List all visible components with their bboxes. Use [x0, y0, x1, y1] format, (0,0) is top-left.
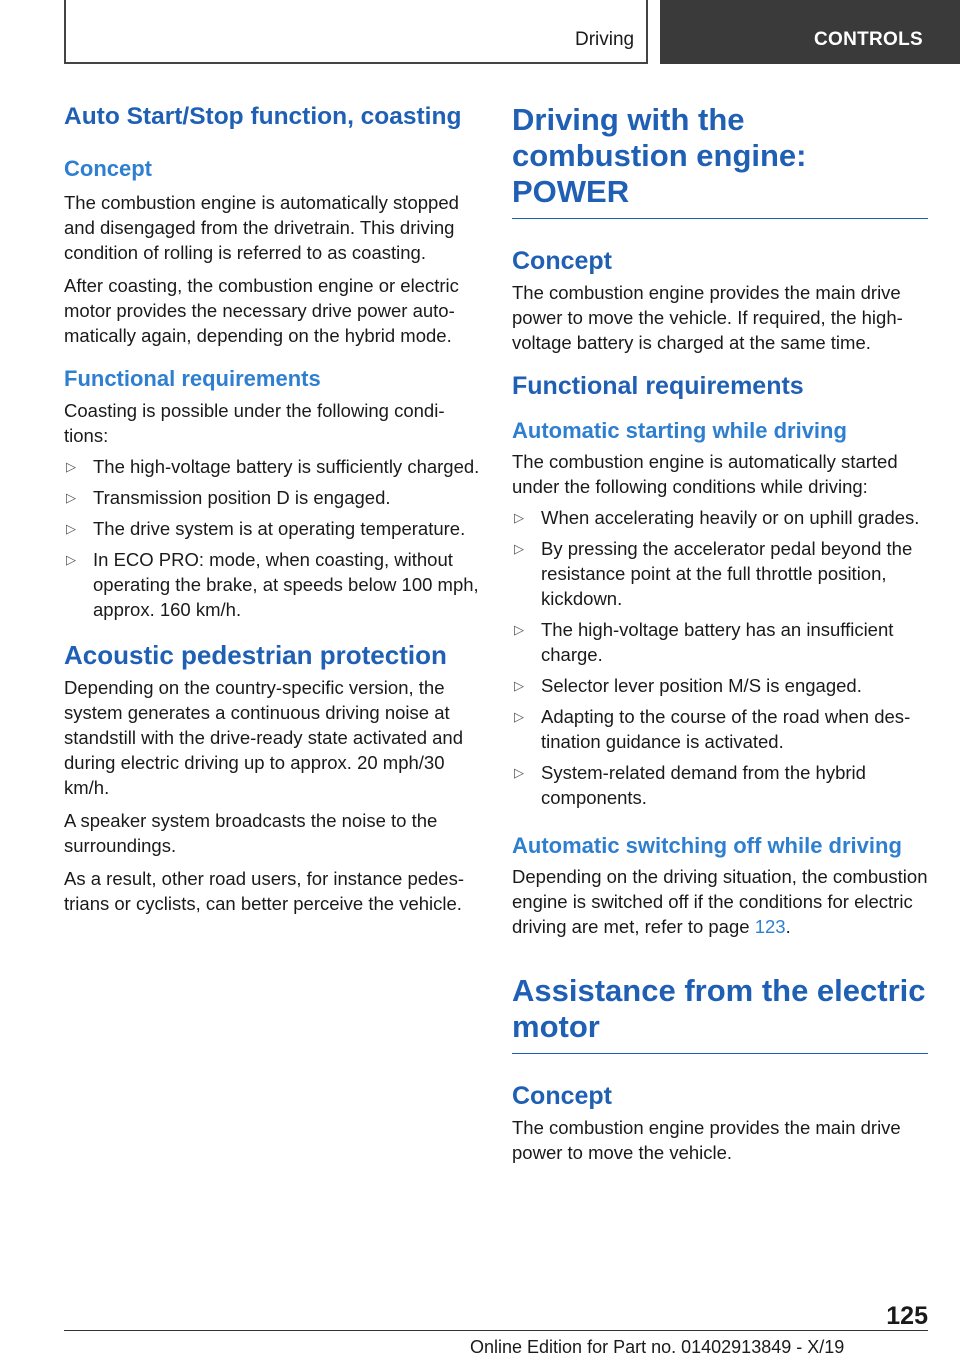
- header-frame: [64, 0, 648, 64]
- paragraph: A speaker system broadcasts the noise to the surroundings.: [64, 810, 438, 856]
- list-item: [64, 547, 480, 622]
- footer-divider: [64, 1330, 928, 1331]
- list-item-text: In ECO PRO: mode, when coasting, without operating the brake, at speeds below 100 mph, approx. 160 km/h.: [93, 549, 479, 620]
- left-column: [64, 102, 480, 916]
- list-item: [512, 760, 928, 810]
- bullet-list: [512, 505, 928, 810]
- triangle-bullet-icon: ▷: [514, 765, 524, 780]
- list-item: [64, 485, 480, 510]
- heading-functional-requirements: Functional requirements: [512, 372, 804, 400]
- list-item: [512, 536, 928, 611]
- header-section-title: Driving: [575, 29, 635, 50]
- page-reference-link[interactable]: 123: [754, 916, 786, 937]
- section-title-power: Driving with the combustion engine: POWER: [512, 102, 807, 209]
- page-number: 125: [886, 1302, 928, 1330]
- list-item: [512, 704, 928, 754]
- paragraph: The combustion engine is automatically stopped and disengaged from the drivetrain. This driving condition of rolling is referred to as coasting.: [64, 192, 459, 263]
- triangle-bullet-icon: ▷: [66, 459, 76, 474]
- list-item-text: Transmission position D is engaged.: [93, 487, 391, 508]
- triangle-bullet-icon: ▷: [514, 709, 524, 724]
- list-item-text: By pressing the accelerator pedal beyond the resistance point at the full throttle position, kickdown.: [541, 538, 913, 609]
- triangle-bullet-icon: ▷: [66, 490, 76, 505]
- right-column: [512, 102, 928, 1165]
- triangle-bullet-icon: ▷: [66, 552, 76, 567]
- paragraph: As a result, other road users, for instance pedestrians or cyclists, can better perceive the vehicle.: [64, 868, 465, 914]
- list-item: [64, 454, 480, 479]
- paragraph: [512, 864, 928, 939]
- section-title-acoustic-pedestrian-protection: Acoustic pedestrian protection: [64, 640, 447, 670]
- list-item-text: When accelerating heavily or on uphill grades.: [541, 507, 920, 528]
- list-item: [64, 516, 480, 541]
- paragraph: Coasting is possible under the following conditions:: [64, 400, 445, 446]
- paragraph-text: Depending on the driving situation, the combustion engine is switched off if the conditions for electric driving are met, refer to page: [512, 866, 928, 937]
- paragraph: The combustion engine provides the main drive power to move the vehicle. If required, the high-voltage battery is charged at the same time.: [512, 282, 903, 353]
- paragraph: The combustion engine is automatically started under the following conditions while driving:: [512, 451, 898, 497]
- heading-automatic-starting: Automatic starting while driving: [512, 418, 847, 443]
- list-item-text: System-related demand from the hybrid components.: [541, 762, 866, 808]
- section-title-electric-motor-assistance: Assistance from the electric motor: [512, 973, 926, 1044]
- triangle-bullet-icon: ▷: [514, 510, 524, 525]
- triangle-bullet-icon: ▷: [514, 541, 524, 556]
- section-divider: [512, 218, 928, 219]
- list-item: [512, 617, 928, 667]
- edition-note: Online Edition for Part no. 01402913849 - X/19: [470, 1337, 845, 1357]
- list-item-text: Selector lever position M/S is engaged.: [541, 675, 862, 696]
- section-divider: [512, 1053, 928, 1054]
- paragraph: After coasting, the combustion engine or electric motor provides the necessary drive power automatically again, depending on the hybrid mode.: [64, 275, 459, 346]
- paragraph: The combustion engine provides the main drive power to move the vehicle.: [512, 1117, 901, 1163]
- heading-concept: Concept: [512, 247, 612, 275]
- list-item: [512, 505, 928, 530]
- bullet-list: [64, 454, 480, 622]
- list-item-text: The high-voltage battery is sufficiently charged.: [93, 456, 480, 477]
- triangle-bullet-icon: ▷: [514, 622, 524, 637]
- list-item-text: Adapting to the course of the road when destination guidance is activated.: [541, 706, 911, 752]
- header-chapter-label: CONTROLS: [814, 29, 924, 50]
- heading-functional-requirements: Functional requirements: [64, 366, 321, 391]
- heading-concept: Concept: [64, 156, 152, 181]
- paragraph: Depending on the country-specific version, the system generates a continuous driving noise at standstill with the drive-ready state activated and during electric driving up to approx. 20 mph/30 km/h.: [64, 677, 463, 798]
- paragraph-end: .: [785, 916, 791, 937]
- list-item-text: The drive system is at operating temperature.: [93, 518, 466, 539]
- section-title-auto-start-stop: Auto Start/Stop function, coasting: [64, 103, 462, 130]
- list-item-text: The high-voltage battery has an insufficient charge.: [541, 619, 894, 665]
- header-chapter-tab[interactable]: [660, 0, 960, 64]
- heading-concept: Concept: [512, 1082, 612, 1110]
- triangle-bullet-icon: ▷: [514, 678, 524, 693]
- list-item: [512, 673, 928, 698]
- triangle-bullet-icon: ▷: [66, 521, 76, 536]
- heading-automatic-switching-off: Automatic switching off while driving: [512, 833, 902, 858]
